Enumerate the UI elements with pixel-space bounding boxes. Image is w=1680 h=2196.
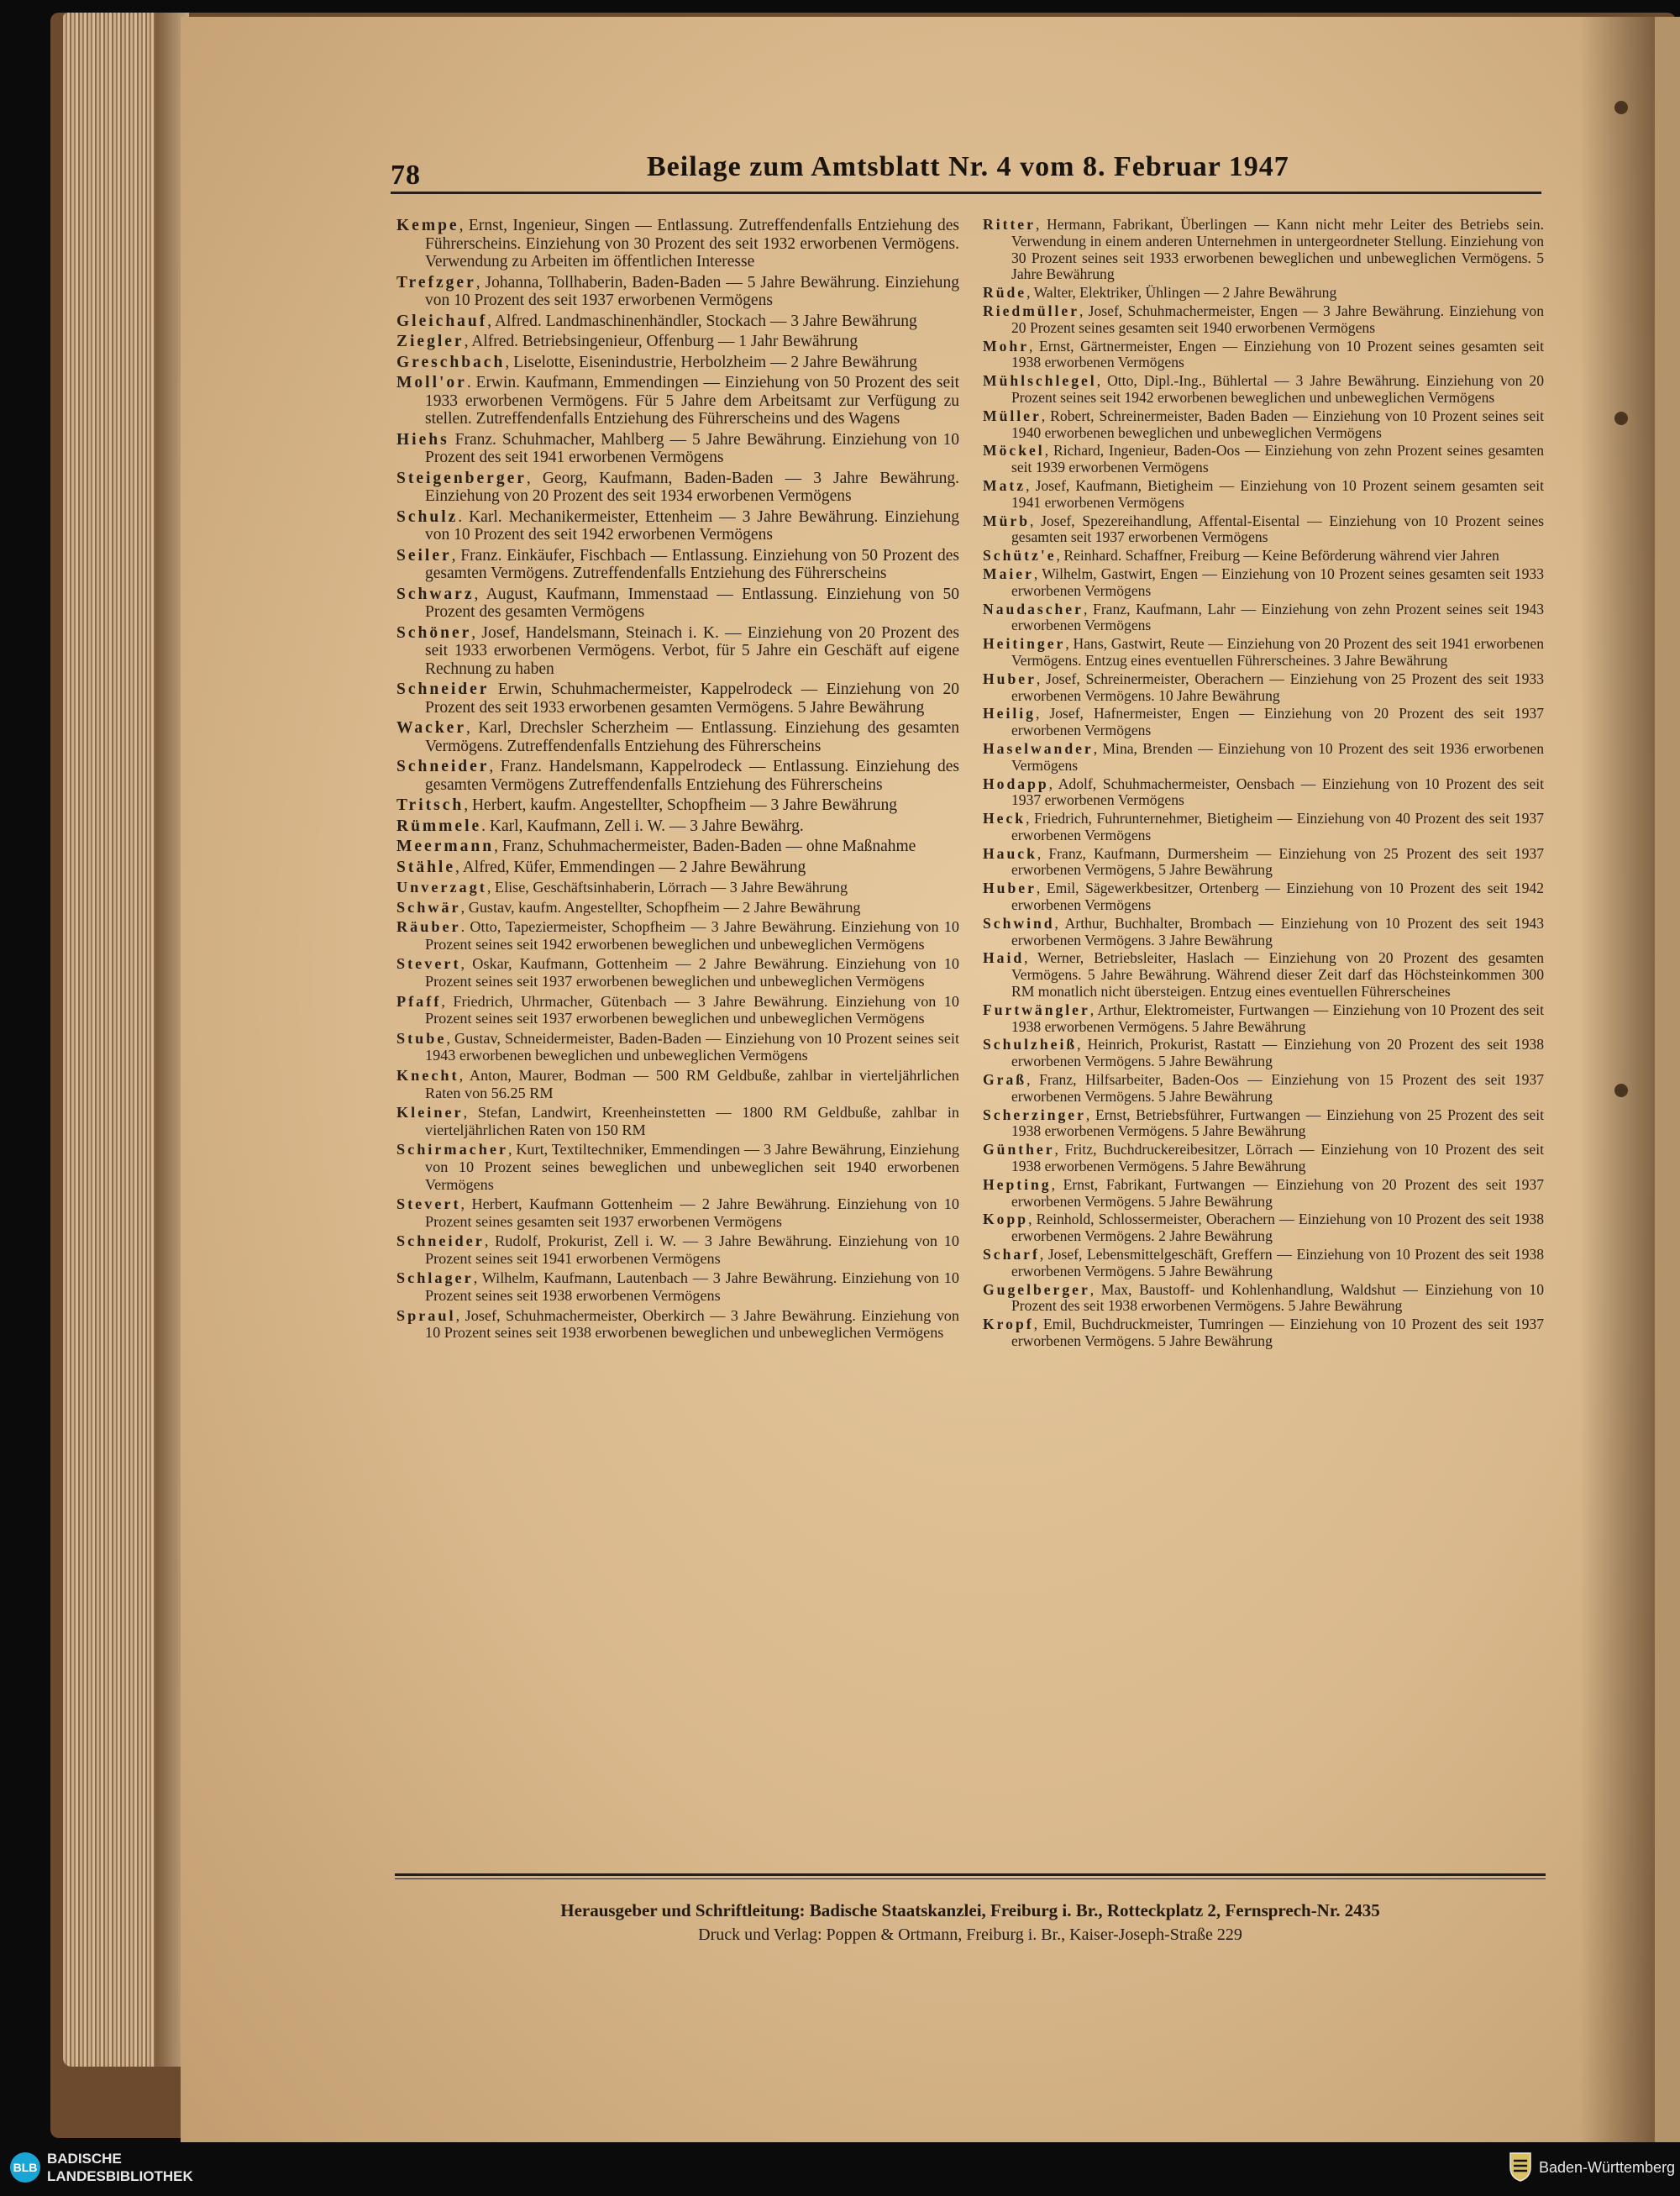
list-item [396,1195,959,1230]
list-item [396,817,959,836]
list-item [983,339,1544,372]
right-entry-text: , Franz, Kaufmann, Durmersheim — Einziehung von 25 Prozent des seit 1937 erworbenen Vermögens, 5 Jahre Bewährung [1011,844,1544,879]
list-item [396,918,959,953]
right-entry-name: Heilig [983,705,1036,722]
list-item [396,1307,959,1342]
list-item [396,796,959,815]
left-entry-text: , Elise, Geschäftsinhaberin, Lörrach — 3 Jahre Bewährung [486,879,848,896]
left-entry-name: Tritsch [396,796,465,814]
right-entry-text: , Ernst, Fabrikant, Furtwangen — Einziehung von 20 Prozent des seit 1937 erworbenen Vermögens. 5 Jahre Bewährung [1011,1175,1544,1210]
list-item [983,1211,1544,1245]
left-entry-text: Erwin, Schuhmachermeister, Kappelrodeck — Einziehung von 20 Prozent des seit 1933 erworbenen gesamten Vermögens. 5 Jahre Bewährung [425,680,959,717]
left-entry-name: Rümmele [396,817,482,835]
blb-name-line1: BADISCHE [47,2151,122,2167]
imprint-printer: Druck und Verlag: Poppen & Ortmann, Freiburg i. Br., Kaiser-Joseph-Straße 229 [698,1925,1242,1944]
left-entry-name: Trefzger [396,273,476,292]
right-entry-name: Gugelberger [983,1280,1090,1298]
right-entry-name: Haselwander [983,739,1094,757]
list-item [396,624,959,679]
left-entry-text: , Kurt, Textiltechniker, Emmendingen — 3 Jahre Bewährung, Einziehung von 10 Prozent seines beweglichen und unbeweglichen seit 1940 erworbenen Vermögens [425,1141,959,1193]
right-entry-name: Riedmüller [983,302,1080,319]
left-entry-name: Meermann [396,838,495,855]
left-entry-text: , Josef, Schuhmachermeister, Oberkirch — 3 Jahre Bewährung. Einziehung von 10 Prozent seines seit 1938 erworbenen beweglichen und unbeweglichen Vermögens [425,1306,959,1342]
list-item [983,776,1544,810]
page-number: 78 [391,160,421,191]
left-entry-name: Knecht [396,1066,459,1084]
list-item [396,508,959,544]
right-entry-name: Müller [983,407,1042,424]
list-item [983,1282,1544,1316]
list-item [983,443,1544,476]
list-item [983,285,1544,302]
right-entry-name: Günther [983,1141,1055,1158]
right-entry-name: Kopp [983,1211,1029,1228]
list-item [396,1104,959,1138]
left-entry-text: , August, Kaufmann, Immenstaad — Entlassung. Einziehung von 50 Prozent des gesamten Vermögens [425,585,959,621]
right-entry-name: Scharf [983,1246,1040,1263]
left-entry-text: , Karl, Drechsler Scherzheim — Entlassung. Einziehung des gesamten Vermögens. Zutreffendenfalls Entziehung des Führerscheins [425,719,959,755]
footer-rule-thin [395,1878,1546,1879]
right-entry-name: Scherzinger [983,1106,1086,1123]
right-entry-name: Hauck [983,844,1037,862]
binding-hole [1614,101,1628,114]
list-item [983,880,1544,914]
left-entry-text: . Karl, Kaufmann, Zell i. W. — 3 Jahre Bewährg. [481,817,804,835]
right-entry-text: , Reinhold, Schlossermeister, Oberachern — Einziehung von 10 Prozent des seit 1938 erworbenen Vermögens. 2 Jahre Bewährung [1011,1211,1544,1245]
right-entry-text: , Hermann, Fabrikant, Überlingen — Kann nicht mehr Leiter des Betriebs sein. Verwendung in einem anderen Unternehmen in untergeordneter Stellung. Einziehung von 30 Prozent seines seit 1933 erworbenen beweglichen und unbeweglichen Vermögens. 5 Jahre Bewährung [1011,216,1544,283]
left-entry-name: Schwarz [396,585,475,603]
right-entry-text: , Walter, Elektriker, Ühlingen — 2 Jahre Bewährung [1026,284,1337,302]
baden-wuerttemberg-crest-icon [1508,2151,1533,2183]
page-curl-shadow [1579,17,1655,2142]
binding-hole [1614,412,1628,425]
left-entry-text: , Alfred. Betriebsingenieur, Offenburg — 1 Jahr Bewährung [464,333,858,350]
right-entry-name: Furtwängler [983,1001,1090,1018]
list-item [983,636,1544,670]
left-entry-text: , Oskar, Kaufmann, Gottenheim — 2 Jahre Bewährung. Einziehung von 10 Prozent seines seit 1937 erworbenen beweglichen und unbeweglichen Vermögens [425,955,959,990]
list-item [396,758,959,794]
left-entry-name: Räuber [396,918,461,936]
list-item [983,478,1544,512]
list-item [396,586,959,622]
left-entry-name: Seiler [396,546,452,565]
blb-library-name[interactable] [47,2150,193,2185]
right-entry-name: Matz [983,476,1026,494]
right-entry-name: Hepting [983,1175,1052,1193]
right-entry-name: Schwind [983,914,1055,932]
list-item [396,1030,959,1064]
left-entry-text: . Erwin. Kaufmann, Emmendingen — Einziehung von 50 Prozent des seit 1933 erworbenen Vermögens. Für 5 Jahre dem Arbeitsamt zur Verfügung zu stellen. Zutreffendenfalls Entziehung des Führerscheins und des Wagens [425,374,959,428]
right-entry-text: , Franz, Hilfsarbeiter, Baden-Oos — Einziehung von 15 Prozent des seit 1937 erworbenen Vermögens. 5 Jahre Bewährung [1011,1071,1544,1105]
list-item [983,916,1544,949]
header-rule [391,192,1541,194]
viewer-footer-bar [0,2142,1680,2196]
list-item [983,706,1544,739]
right-entry-text: , Adolf, Schuhmachermeister, Oensbach — Einziehung von 10 Prozent des seit 1937 erworbenen Vermögens [1011,775,1544,809]
right-entry-text: , Josef, Hafnermeister, Engen — Einziehung von 20 Prozent des seit 1937 erworbenen Vermögens [1011,705,1544,739]
left-entry-name: Schneider [396,1232,485,1250]
left-entry-name: Unverzagt [396,879,487,896]
list-item [396,1141,959,1193]
list-item [983,513,1544,547]
right-entry-text: , Wilhelm, Gastwirt, Engen — Einziehung von 10 Prozent seines gesamten seit 1933 erworbenen Vermögens [1011,565,1544,599]
list-item [396,838,959,856]
left-entry-name: Gleichauf [396,312,488,330]
right-entry-name: Hodapp [983,775,1049,792]
left-entry-name: Wacker [396,719,466,737]
list-item [983,373,1544,407]
list-item [396,354,959,372]
right-entry-name: Mühlschlegel [983,372,1097,390]
list-item [983,602,1544,635]
left-entry-text: , Franz. Einkäufer, Fischbach — Entlassung. Einziehung von 50 Prozent des gesamten Vermögens. Zutreffendenfalls Entziehung des Führerscheins [425,546,959,582]
right-entry-text: , Arthur, Buchhalter, Brombach — Einziehung von 10 Prozent des seit 1943 erworbenen Vermögens. 3 Jahre Bewährung [1011,914,1544,948]
left-entry-text: , Rudolf, Prokurist, Zell i. W. — 3 Jahre Bewährung. Einziehung von 10 Prozent seines seit 1941 erworbenen Vermögens [425,1232,959,1267]
right-entry-text: , Josef, Kaufmann, Bietigheim — Einziehung von 10 Prozent seinem gesamten seit 1941 erworbenen Vermögens [1011,476,1544,511]
right-entry-name: Huber [983,670,1037,687]
left-entry-text: , Liselotte, Eisenindustrie, Herbolzheim — 2 Jahre Bewährung [505,353,917,371]
right-entry-text: , Robert, Schreinermeister, Baden Baden — Einziehung von 10 Prozent seines seit 1940 erworbenen beweglichen und unbeweglichen Vermögens [1011,407,1544,441]
left-entry-text: , Ernst, Ingenieur, Singen — Entlassung. Zutreffendenfalls Entziehung des Führerscheins. Einziehung von 30 Prozent des seit 1932 erworbenen Vermögens. Verwendung zu Arbeiten im öffentlichen Interesse [425,217,959,271]
left-entry-name: Stevert [396,955,461,973]
right-entry-text: , Otto, Dipl.-Ing., Bühlertal — 3 Jahre Bewährung. Einziehung von 20 Prozent seines seit 1942 erworbenen beweglichen und unbeweglichen Vermögens [1011,372,1544,406]
left-entry-text: . Karl. Mechanikermeister, Ettenheim — 3 Jahre Bewährung. Einziehung von 10 Prozent des seit 1942 erworbenen Vermögens [425,507,959,544]
list-item [983,811,1544,844]
right-entry-text: , Josef, Spezereihandlung, Affental-Eisental — Einziehung von 10 Prozent seines gesamten seit 1937 erworbenen Vermögens [1011,512,1544,546]
left-entry-name: Spraul [396,1306,456,1324]
left-entry-name: Greschbach [396,353,506,371]
left-entry-name: Kleiner [396,1104,464,1122]
list-item [396,374,959,428]
list-item [983,1247,1544,1280]
right-entry-text: , Ernst, Gärtnermeister, Engen — Einziehung von 10 Prozent seines gesamten seit 1938 erworbenen Vermögens [1011,337,1544,371]
right-entry-text: , Josef, Lebensmittelgeschäft, Greffern — Einziehung von 10 Prozent des seit 1938 erworbenen Vermögens. 5 Jahre Bewährung [1011,1246,1544,1279]
left-entry-text: , Alfred, Küfer, Emmendingen — 2 Jahre Bewährung [455,858,806,876]
right-column [983,217,1544,1352]
right-entry-text: , Max, Baustoff- und Kohlenhandlung, Waldshut — Einziehung von 10 Prozent des seit 1938 erworbenen Vermögens. 5 Jahre Bewährung [1011,1280,1544,1315]
list-item [396,1067,959,1101]
right-entry-name: Graß [983,1071,1027,1089]
list-item [983,1072,1544,1106]
left-entry-text: , Stefan, Landwirt, Kreenheinstetten — 1800 RM Geldbuße, zahlbar in vierteljährlichen Raten von 150 RM [425,1104,959,1138]
left-entry-text: , Franz. Handelsmann, Kappelrodeck — Entlassung. Einziehung des gesamten Vermögens Zutreffendenfalls Entziehung des Führerscheins [425,758,959,794]
left-entry-name: Stähle [396,858,456,876]
list-item [396,470,959,506]
list-item [396,879,959,896]
right-entry-text: , Emil, Sägewerkbesitzer, Ortenberg — Einziehung von 10 Prozent des seit 1942 erworbenen Vermögens [1011,880,1544,914]
left-entry-text: , Johanna, Tollhaberin, Baden-Baden — 5 Jahre Bewährung. Einziehung von 10 Prozent des seit 1937 erworbenen Vermögens [425,273,959,309]
list-item [983,950,1544,1000]
list-item [983,846,1544,880]
list-item [396,859,959,877]
right-entry-name: Schütz'e [983,547,1057,565]
right-entry-name: Heck [983,810,1026,827]
bw-label: Baden-Württemberg [1539,2159,1676,2176]
left-entry-name: Moll'or [396,374,467,391]
list-item [396,313,959,331]
left-entry-name: Schulz [396,507,459,526]
left-entry-text: , Wilhelm, Kaufmann, Lautenbach — 3 Jahre Bewährung. Einziehung von 10 Prozent seines seit 1938 erworbenen Vermögens [425,1269,959,1305]
right-entry-text: , Richard, Ingenieur, Baden-Oos — Einziehung von zehn Prozent seines gesamten seit 1939 erworbenen Vermögens [1011,442,1544,476]
page-edges [63,13,155,2067]
right-entry-name: Maier [983,565,1034,582]
list-item [983,1107,1544,1141]
list-item [396,431,959,467]
list-item [983,1316,1544,1350]
left-entry-text: , Herbert, Kaufmann Gottenheim — 2 Jahre Bewährung. Einziehung von 10 Prozent seines gesamten seit 1937 erworbenen Vermögens [425,1195,959,1230]
imprint-publisher: Herausgeber und Schriftleitung: Badische Staatskanzlei, Freiburg i. Br., Rotteckplatz 2, Fernsprech-Nr. 2435 [560,1900,1380,1920]
list-item [396,1269,959,1304]
list-item [396,333,959,351]
left-entry-name: Steigenberger [396,469,527,487]
list-item [396,680,959,717]
right-entry-name: Huber [983,880,1037,897]
left-entry-name: Schlager [396,1269,474,1287]
right-entry-text: , Heinrich, Prokurist, Rastatt — Einziehung von 20 Prozent des seit 1938 erworbenen Vermögens. 5 Jahre Bewährung [1011,1036,1544,1070]
left-entry-text: , Georg, Kaufmann, Baden-Baden — 3 Jahre Bewährung. Einziehung von 20 Prozent des seit 1934 erworbenen Vermögens [425,469,959,505]
left-entry-name: Kempe [396,217,459,234]
right-entry-name: Kropf [983,1316,1034,1333]
right-entry-name: Ritter [983,216,1036,233]
right-entry-text: , Friedrich, Fuhrunternehmer, Bietigheim — Einziehung von 40 Prozent des seit 1937 erworbenen Vermögens [1011,810,1544,843]
blb-logo-icon[interactable]: BLB [10,2152,40,2183]
left-column [396,217,959,1344]
right-entry-name: Mohr [983,337,1029,355]
blb-name-line2: LANDESBIBLIOTHEK [47,2168,193,2184]
left-entry-text: , Anton, Maurer, Bodman — 500 RM Geldbuße, zahlbar in vierteljährlichen Raten von 56.25 RM [425,1066,959,1101]
right-entry-name: Naudascher [983,600,1084,617]
list-item [983,1002,1544,1036]
list-item [396,547,959,583]
list-item [983,303,1544,337]
footer-rule [395,1873,1546,1876]
right-entry-text: , Franz, Kaufmann, Lahr — Einziehung von zehn Prozent seines seit 1943 erworbenen Vermögens [1011,600,1544,634]
right-entry-name: Mürb [983,512,1030,529]
list-item [396,1232,959,1267]
left-entry-text: . Otto, Tapeziermeister, Schopfheim — 3 Jahre Bewährung. Einziehung von 10 Prozent seines seit 1942 erworbenen beweglichen und unbeweglichen Vermögens [425,918,959,953]
binding-hole [1614,1084,1628,1097]
list-item [983,566,1544,600]
left-entry-text: , Gustav, kaufm. Angestellter, Schopfheim — 2 Jahre Bewährung [460,898,861,916]
list-item [983,741,1544,775]
list-item [396,899,959,917]
right-entry-text: , Emil, Buchdruckmeister, Tumringen — Einziehung von 10 Prozent des seit 1937 erworbenen Vermögens. 5 Jahre Bewährung [1011,1316,1544,1349]
list-item [396,719,959,755]
left-entry-name: Schirmacher [396,1141,509,1158]
right-entry-name: Schulzheiß [983,1036,1078,1053]
left-entry-text: , Herbert, kaufm. Angestellter, Schopfheim — 3 Jahre Bewährung [464,796,898,814]
right-entry-name: Rüde [983,284,1027,302]
list-item [983,408,1544,442]
left-entry-text: , Friedrich, Uhrmacher, Gütenbach — 3 Jahre Bewährung. Einziehung von 10 Prozent seines seit 1937 erworbenen beweglichen und unbeweglichen Vermögens [425,992,959,1027]
left-entry-text: , Gustav, Schneidermeister, Baden-Baden — Einziehung von 10 Prozent seines seit 1943 erworbenen beweglichen und unbeweglichen Vermögens [425,1029,959,1064]
left-entry-name: Schwär [396,898,461,916]
right-entry-text: , Hans, Gastwirt, Reute — Einziehung von 20 Prozent des seit 1941 erworbenen Vermögens. Entzug eines eventuellen Führerscheines. 3 Jahre Bewährung [1011,635,1544,669]
list-item [983,1177,1544,1211]
left-entry-name: Stube [396,1029,447,1047]
right-entry-text: , Fritz, Buchdruckereibesitzer, Lörrach — Einziehung von 10 Prozent des seit 1938 erworbenen Vermögens. 5 Jahre Bewährung [1011,1141,1544,1175]
left-entry-name: Stevert [396,1195,461,1213]
right-entry-text: , Mina, Brenden — Einziehung von 10 Prozent des seit 1936 erworbenen Vermögens [1011,739,1544,774]
list-item [983,1037,1544,1070]
left-entry-name: Hiehs [396,430,449,449]
right-entry-text: , Arthur, Elektromeister, Furtwangen — Einziehung von 10 Prozent des seit 1938 erworbenen Vermögens. 5 Jahre Bewährung [1011,1001,1544,1035]
list-item [983,671,1544,705]
left-entry-text: , Franz, Schuhmachermeister, Baden-Baden — ohne Maßnahme [494,838,916,855]
right-entry-name: Haid [983,949,1025,967]
right-entry-text: , Josef, Schreinermeister, Oberachern — Einziehung von 25 Prozent des seit 1933 erworbenen Vermögens. 10 Jahre Bewährung [1011,670,1544,704]
right-entry-name: Heitinger [983,635,1066,653]
list-item [983,1142,1544,1175]
left-entry-name: Pfaff [396,992,442,1010]
right-entry-text: , Werner, Betriebsleiter, Haslach — Einziehung von 20 Prozent des gesamten Vermögens. 5 Jahre Bewährung. Während dieser Zeit darf das Höchsteinkommen 300 RM monatlich nicht übersteigen. Entzug eines eventuellen Führerscheines [1011,949,1544,1001]
right-entry-text: , Josef, Schuhmachermeister, Engen — 3 Jahre Bewährung. Einziehung von 20 Prozent seines gesamten seit 1940 erworbenen Vermögens [1011,302,1544,336]
left-entry-name: Schneider [396,758,490,775]
page-header-title: Beilage zum Amtsblatt Nr. 4 vom 8. Februar 1947 [647,151,1289,182]
list-item [396,993,959,1027]
list-item [396,274,959,310]
left-entry-name: Ziegler [396,333,465,350]
right-entry-text: , Ernst, Betriebsführer, Furtwangen — Einziehung von 25 Prozent des seit 1938 erworbenen Vermögens. 5 Jahre Bewährung [1011,1106,1544,1140]
left-entry-text: , Josef, Handelsmann, Steinach i. K. — Einziehung von 20 Prozent des seit 1933 erworbenen Vermögens. Verbot, für 5 Jahre ein Geschäft auf eigene Rechnung zu haben [425,623,959,678]
left-entry-name: Schöner [396,623,472,642]
left-entry-name: Schneider [396,680,490,698]
list-item [983,217,1544,283]
list-item [983,548,1544,565]
list-item [396,955,959,990]
left-entry-text: , Alfred. Landmaschinenhändler, Stockach — 3 Jahre Bewährung [487,312,917,330]
right-entry-text: , Reinhard. Schaffner, Freiburg — Keine Beförderung während vier Jahren [1056,547,1499,565]
right-entry-name: Möckel [983,442,1045,460]
list-item [396,217,959,271]
left-entry-text: Franz. Schuhmacher, Mahlberg — 5 Jahre Bewährung. Einziehung von 10 Prozent des seit 1941 erworbenen Vermögens [425,430,959,466]
